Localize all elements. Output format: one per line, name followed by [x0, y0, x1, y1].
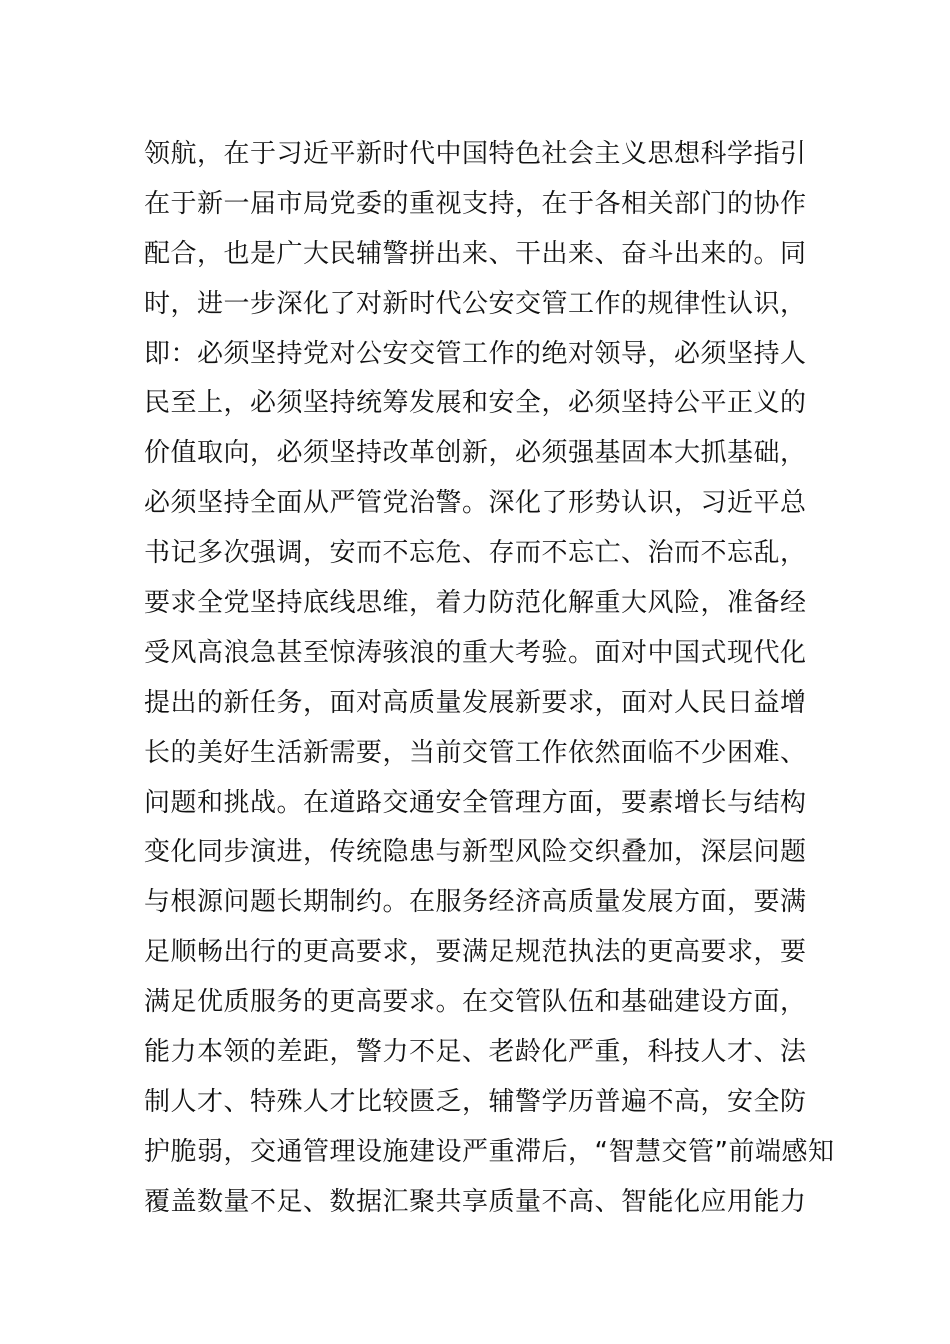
text-line: 能力本领的差距，警力不足、老龄化严重，科技人才、法: [144, 1037, 807, 1068]
text-line: 价值取向，必须坚持改革创新，必须强基固本大抓基础，: [144, 438, 807, 469]
text-line: 配合，也是广大民辅警拼出来、干出来、奋斗出来的。同: [144, 238, 807, 269]
text-line: 民至上，必须坚持统筹发展和安全，必须坚持公平正义的: [144, 388, 807, 419]
text-line: 与根源问题长期制约。在服务经济高质量发展方面，要满: [144, 887, 807, 918]
text-line: 受风高浪急甚至惊涛骇浪的重大考验。面对中国式现代化: [144, 637, 807, 668]
text-line: 时，进一步深化了对新时代公安交管工作的规律性认识，: [144, 288, 807, 319]
text-line: 长的美好生活新需要，当前交管工作依然面临不少困难、: [144, 737, 807, 768]
text-line: 变化同步演进，传统隐患与新型风险交织叠加，深层问题: [144, 837, 807, 868]
text-line: 覆盖数量不足、数据汇聚共享质量不高、智能化应用能力: [144, 1186, 807, 1217]
text-line: 在于新一届市局党委的重视支持，在于各相关部门的协作: [144, 188, 807, 219]
text-line: 必须坚持全面从严管党治警。深化了形势认识，习近平总: [144, 488, 807, 519]
text-line: 问题和挑战。在道路交通安全管理方面，要素增长与结构: [144, 787, 807, 818]
text-line: 制人才、特殊人才比较匮乏，辅警学历普遍不高，安全防: [144, 1086, 807, 1117]
text-line: 书记多次强调，安而不忘危、存而不忘亡、治而不忘乱，: [144, 538, 807, 569]
text-line: 提出的新任务，面对高质量发展新要求，面对人民日益增: [144, 687, 807, 718]
text-line: 领航，在于习近平新时代中国特色社会主义思想科学指引: [144, 139, 807, 169]
text-line: 足顺畅出行的更高要求，要满足规范执法的更高要求，要: [144, 937, 807, 968]
body-paragraph: [144, 130, 835, 1228]
text-line: 护脆弱，交通管理设施建设严重滞后，“智慧交管”前端感知: [144, 1136, 835, 1167]
text-line: 满足优质服务的更高要求。在交管队伍和基础建设方面，: [144, 987, 807, 1018]
text-line: 要求全党坚持底线思维，着力防范化解重大风险，准备经: [144, 588, 807, 619]
text-line: 即：必须坚持党对公安交管工作的绝对领导，必须坚持人: [144, 338, 807, 369]
